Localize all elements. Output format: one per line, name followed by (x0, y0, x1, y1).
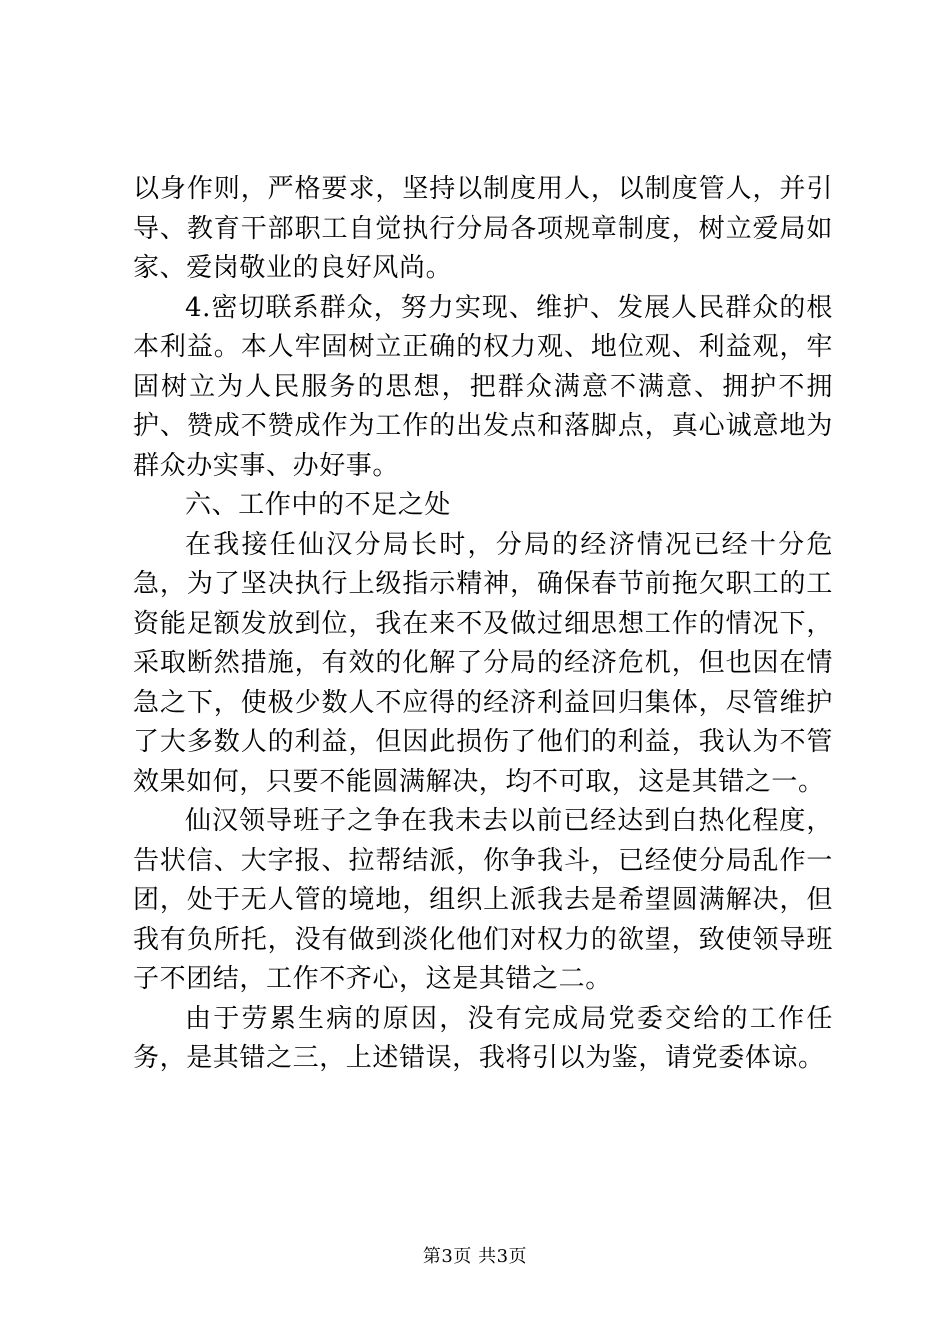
paragraph-5: 由于劳累生病的原因，没有完成局党委交给的工作任务，是其错之三，上述错误，我将引以为鉴，请党委体谅。 (133, 1003, 833, 1073)
paragraph-3: 在我接任仙汉分局长时，分局的经济情况已经十分危急，为了坚决执行上级指示精神，确保春节前拖欠职工的工资能足额发放到位，我在来不及做过细思想工作的情况下，采取断然措施，有效的化解了分局的经济危机，但也因在情急之下，使极少数人不应得的经济利益回归集体，尽管维护了大多数人的利益，但因此损伤了他们的利益，我认为不管效果如何，只要不能圆满解决，均不可取，这是其错之一。 (133, 529, 833, 797)
paragraph-4: 仙汉领导班子之争在我未去以前已经达到白热化程度，告状信、大字报、拉帮结派，你争我斗，已经使分局乱作一团，处于无人管的境地，组织上派我去是希望圆满解决，但我有负所托，没有做到淡化他们对权力的欲望，致使领导班子不团结，工作不齐心，这是其错之二。 (133, 806, 833, 994)
section-heading: 六、工作中的不足之处 (185, 490, 452, 520)
paragraph-1: 以身作则，严格要求，坚持以制度用人，以制度管人，并引导、教育干部职工自觉执行分局各项规章制度，树立爱局如家、爱岗敬业的良好风尚。 (133, 174, 833, 283)
document-body (133, 170, 833, 1079)
paragraph-2: 4.密切联系群众，努力实现、维护、发展人民群众的根本利益。本人牢固树立正确的权力观、地位观、利益观，牢固树立为人民服务的思想，把群众满意不满意、拥护不拥护、赞成不赞成作为工作的出发点和落脚点，真心诚意地为群众办实事、办好事。 (133, 292, 833, 481)
page-footer: 第3页 共3页 (422, 1246, 528, 1267)
